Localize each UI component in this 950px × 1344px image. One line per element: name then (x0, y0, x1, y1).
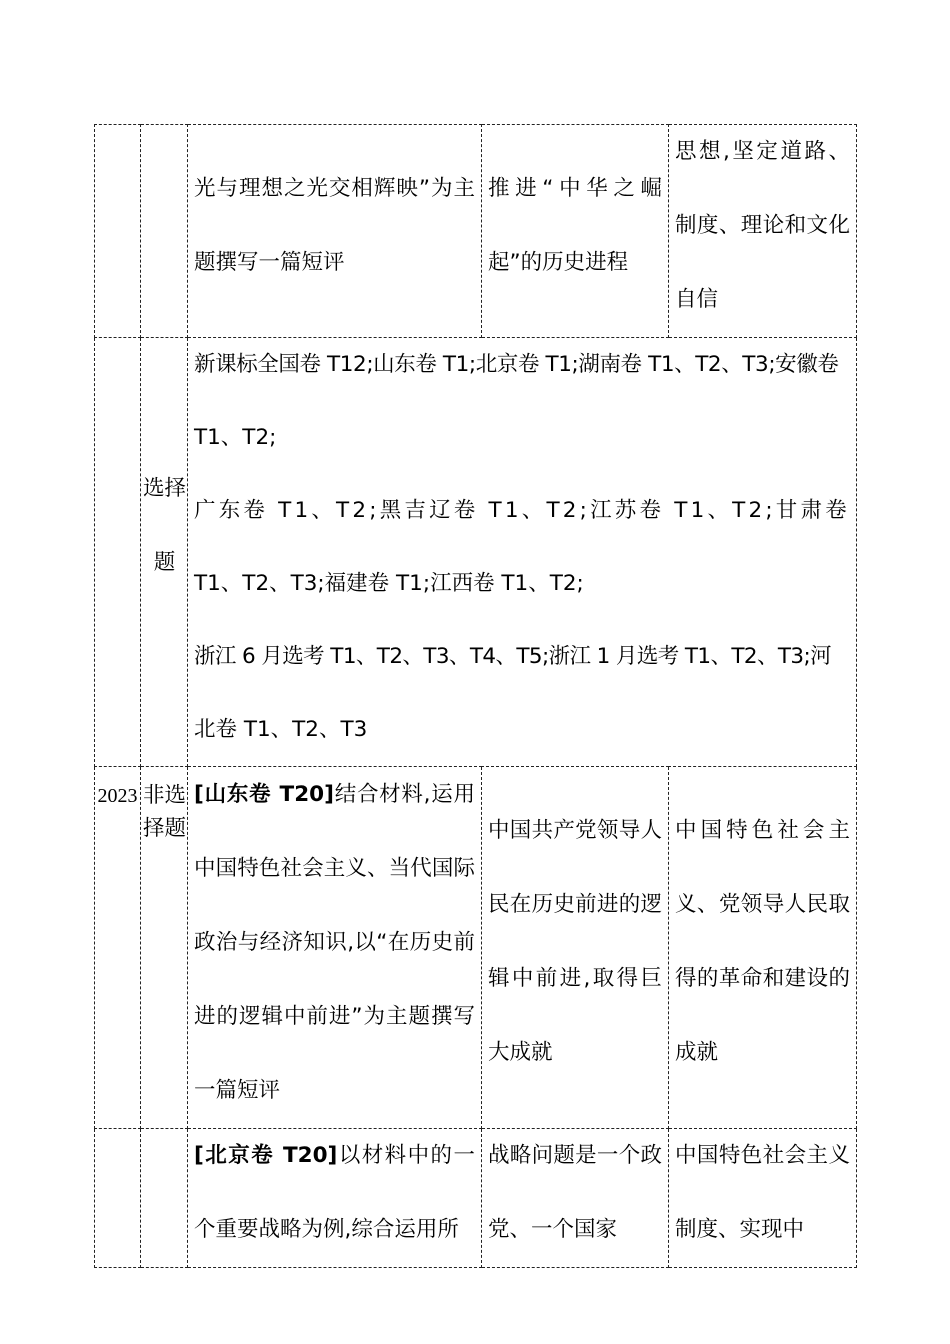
type-cell-empty (141, 1129, 188, 1268)
type-cell-empty (141, 125, 188, 338)
choice-line: T1、T2、T3;福建卷 T1;江西卷 T1、T2; (194, 571, 584, 596)
table-row (95, 338, 857, 767)
exam-analysis-table (94, 124, 857, 1268)
question-text: 光与理想之光交相辉映”为主题撰写一篇短评 (194, 176, 475, 275)
choice-question-list-cell (188, 338, 857, 767)
theme-text: 战略问题是一个政党、一个国家 (488, 1143, 662, 1242)
choice-question-list (188, 338, 856, 767)
source-tag: [北京卷 T20] (194, 1143, 338, 1168)
type-cell (141, 338, 188, 767)
question-cell (188, 125, 482, 338)
question-text (188, 767, 481, 1129)
source-tag: [山东卷 T20] (194, 782, 334, 807)
knowledge-text: 中国特色社会主义、党领导人民取得的革命和建设的成就 (675, 818, 850, 1065)
year-cell-empty (95, 125, 141, 338)
choice-line: T1、T2; (194, 425, 277, 450)
year-cell (95, 767, 141, 1129)
question-body: 以材料中的一个重要战略为例,综合运用所 (194, 1143, 475, 1242)
question-body: 结合材料,运用中国特色社会主义、当代国际政治与经济知识,以“在历史前进的逻辑中前进”为主题撰写一篇短评 (194, 782, 475, 1103)
year-cell-empty (95, 1129, 141, 1268)
year-cell-empty (95, 338, 141, 767)
question-text (188, 1129, 481, 1268)
choice-line: 广东卷 T1、T2;黑吉辽卷 T1、T2;江苏卷 T1、T2;甘肃卷 (194, 498, 850, 523)
table-row (95, 767, 857, 1129)
knowledge-text: 思想,坚定道路、制度、理论和文化自信 (675, 139, 850, 312)
knowledge-cell (669, 1129, 857, 1268)
question-type-label: 非选择题 (142, 783, 186, 841)
question-cell (188, 767, 482, 1129)
question-cell (188, 1129, 482, 1268)
theme-cell (482, 767, 669, 1129)
theme-text: 推进“中华之崛起”的历史进程 (488, 176, 662, 275)
knowledge-text: 中国特色社会主义制度、实现中 (675, 1143, 850, 1242)
year-label: 2023 (97, 785, 138, 807)
type-cell (141, 767, 188, 1129)
theme-cell (482, 125, 669, 338)
table-row (95, 125, 857, 338)
theme-cell (482, 1129, 669, 1268)
knowledge-cell (669, 125, 857, 338)
choice-line: 北卷 T1、T2、T3 (194, 717, 368, 742)
question-type-label (141, 338, 187, 600)
theme-text: 中国共产党领导人民在历史前进的逻辑中前进,取得巨大成就 (488, 818, 662, 1065)
knowledge-cell (669, 767, 857, 1129)
table-row (95, 1129, 857, 1268)
choice-line: 浙江 6 月选考 T1、T2、T3、T4、T5;浙江 1 月选考 T1、T2、T3;河 (194, 644, 832, 669)
question-type-text: 选择题 (142, 476, 186, 575)
choice-line: 新课标全国卷 T12;山东卷 T1;北京卷 T1;湖南卷 T1、T2、T3;安徽卷 (194, 352, 839, 377)
